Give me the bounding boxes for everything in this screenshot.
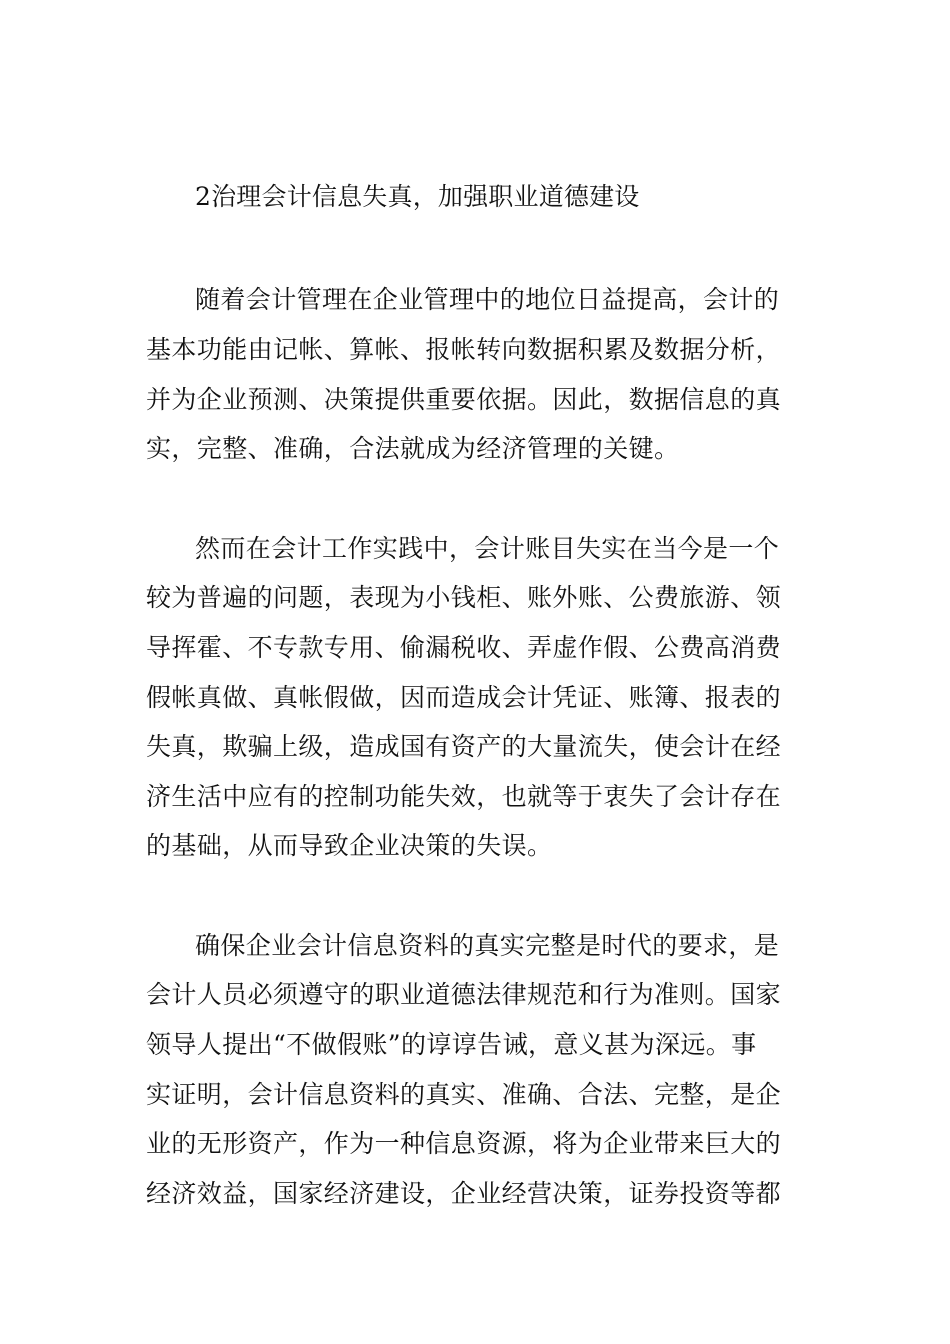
paragraph-2-line-6: 济生活中应有的控制功能失效，也就等于衷失了会计存在 xyxy=(146,782,782,811)
paragraph-2-line-3: 导挥霍、不专款专用、偷漏税收、弄虚作假、公费高消费 xyxy=(146,633,782,662)
paragraph-2-line-4: 假帐真做、真帐假做，因而造成会计凭证、账簿、报表的 xyxy=(146,683,782,712)
paragraph-1-line-3: 并为企业预测、决策提供重要依据。因此，数据信息的真 xyxy=(146,385,782,414)
paragraph-2-line-1: 然而在会计工作实践中，会计账目失实在当今是一个 xyxy=(195,534,780,563)
paragraph-3-line-3: 领导人提出“不做假账”的谆谆告诫，意义甚为深远。事 xyxy=(146,1030,757,1059)
paragraph-3-line-1: 确保企业会计信息资料的真实完整是时代的要求，是 xyxy=(195,931,780,960)
paragraph-2-line-5: 失真，欺骗上级，造成国有资产的大量流失，使会计在经 xyxy=(146,732,782,761)
paragraph-2-line-7: 的基础，从而导致企业决策的失误。 xyxy=(146,831,553,860)
paragraph-1-line-4: 实，完整、准确，合法就成为经济管理的关键。 xyxy=(146,434,680,463)
section-heading: 2治理会计信息失真，加强职业道德建设 xyxy=(195,182,640,211)
paragraph-3-line-5: 业的无形资产，作为一种信息资源，将为企业带来巨大的 xyxy=(146,1129,782,1158)
paragraph-3-line-2: 会计人员必须遵守的职业道德法律规范和行为准则。国家 xyxy=(146,980,782,1009)
paragraph-2-line-2: 较为普遍的问题，表现为小钱柜、账外账、公费旅游、领 xyxy=(146,583,782,612)
paragraph-3-line-6: 经济效益，国家经济建设，企业经营决策，证券投资等都 xyxy=(146,1179,782,1208)
paragraph-3-line-4: 实证明，会计信息资料的真实、准确、合法、完整，是企 xyxy=(146,1080,782,1109)
paragraph-1-line-1: 随着会计管理在企业管理中的地位日益提高，会计的 xyxy=(195,285,780,314)
paragraph-1-line-2: 基本功能由记帐、算帐、报帐转向数据积累及数据分析， xyxy=(146,335,782,364)
